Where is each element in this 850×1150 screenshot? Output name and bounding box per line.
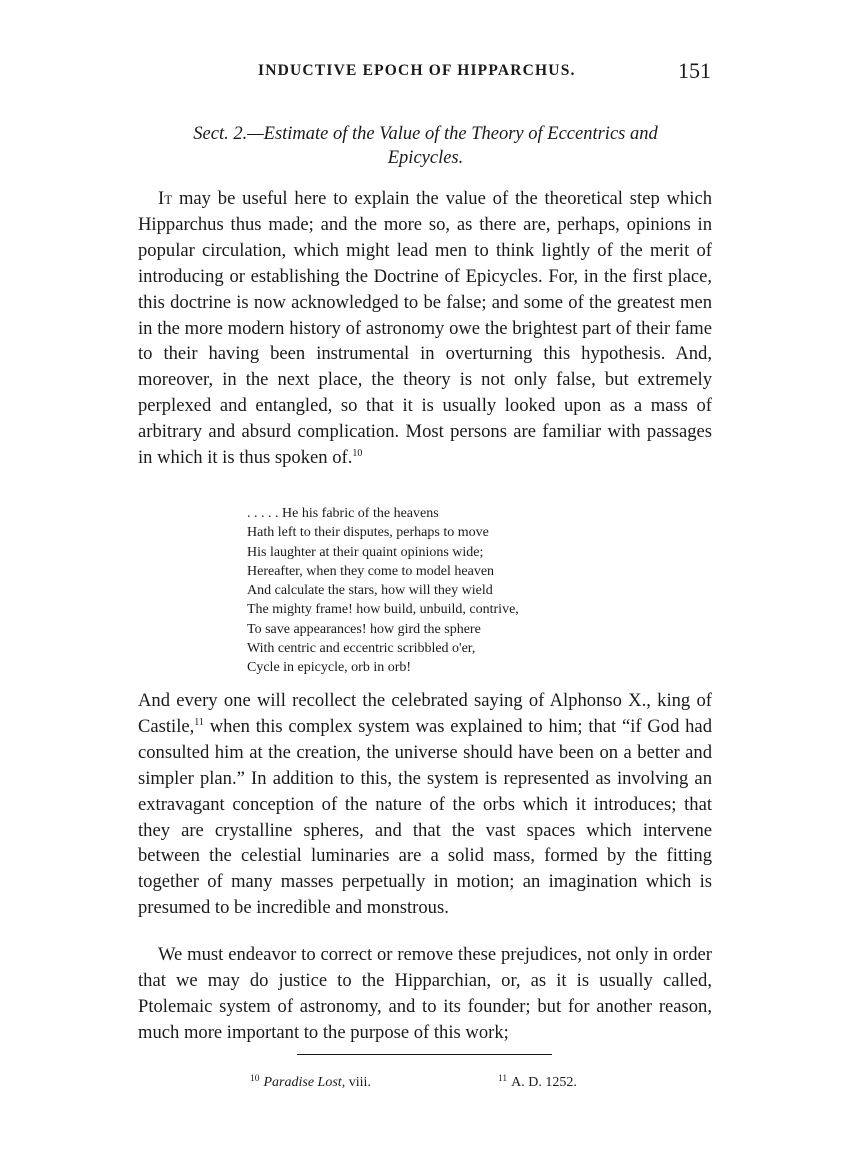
verse-quotation (247, 504, 607, 678)
verse-line: And calculate the stars, how will they wield (247, 583, 493, 599)
footnote-11-text: A. D. 1252. (511, 1075, 577, 1090)
paragraph-1-opening-word: It (158, 188, 173, 209)
verse-line: The mighty frame! how build, unbuild, contrive, (247, 602, 519, 618)
paragraph-1 (138, 186, 712, 471)
paragraph-1-body: may be useful here to explain the value of the theoretical step which Hipparchus thus made; and the more so, as there are, perhaps, opinions in popular circulation, which might lead men to think lightly of the merit of introducing or establishing the Doctrine of Epicycles. For, in the first place, this doctrine is now acknowledged to be false; and some of the greatest men in the more modern history of astronomy owe the brightest part of their fame to their having been instrumental in overturning this hypothesis. And, moreover, in the next place, the theory is not only false, but extremely perplexed and entangled, so that it is usually looked upon as a mass of arbitrary and absurd complication. Most persons are familiar with passages in which it is thus spoken of. (138, 188, 712, 469)
verse-line: With centric and eccentric scribbled o'er, (247, 641, 476, 657)
verse-line: Hereafter, when they come to model heaven (247, 563, 495, 579)
section-number: Sect. 2. (193, 124, 248, 144)
running-head (138, 60, 713, 86)
paragraph-2-body-a: And every one will recollect the celebrated saying of Alphonso X., king of Castile, (138, 690, 712, 737)
footnote-10 (250, 1070, 371, 1092)
verse-line: Cycle in epicycle, orb in orb! (247, 660, 412, 676)
footnote-11 (498, 1070, 577, 1092)
verse-line: His laughter at their quaint opinions wide; (247, 544, 484, 560)
verse-line: . . . . . He his fabric of the heavens (247, 506, 439, 521)
verse-line: Hath left to their disputes, perhaps to move (247, 525, 489, 541)
page-number: 151 (678, 58, 711, 83)
paragraph-2 (138, 688, 712, 921)
paragraph-3 (138, 942, 712, 1046)
footnote-10-title: Paradise Lost (263, 1075, 342, 1090)
running-title: INDUCTIVE EPOCH OF HIPPARCHUS. (258, 62, 576, 79)
section-heading (138, 122, 713, 170)
footnote-11-mark: 11 (498, 1074, 508, 1084)
section-heading-line-1 (138, 122, 713, 146)
footnote-ref-11[interactable]: 11 (194, 716, 204, 728)
footnote-ref-10[interactable]: 10 (352, 448, 363, 460)
paragraph-2-text (138, 688, 712, 921)
paragraph-3-text: We must endeavor to correct or remove these prejudices, not only in order that we may do justice to the Hipparchian, or, as it is usually called, Ptolemaic system of astronomy, and to its founder; but for another reason, much more important to the purpose of this work; (138, 944, 712, 1043)
section-title-part-1: —Estimate of the Value of the Theory of Eccentrics and (247, 124, 658, 144)
footnote-divider (297, 1054, 552, 1055)
paragraph-2-body-b: when this complex system was explained to him; that “if God had consulted him at the creation, the universe should have been on a better and simpler plan.” In addition to this, the system is represented as involving an extravagant conception of the nature of the orbs which it introduces; that they are crystalline spheres, and that the vast spaces which intervene between the celestial luminaries are a solid mass, formed by the fitting together of many masses perpetually in motion; an imagination which is presumed to be incredible and monstrous. (138, 715, 712, 919)
verse-line: To save appearances! how gird the sphere (247, 621, 481, 637)
footnote-10-rest: , viii. (341, 1075, 371, 1090)
section-title-part-2: Epicycles. (387, 148, 464, 168)
footnote-10-mark: 10 (250, 1074, 260, 1084)
paragraph-1-text (138, 186, 712, 471)
